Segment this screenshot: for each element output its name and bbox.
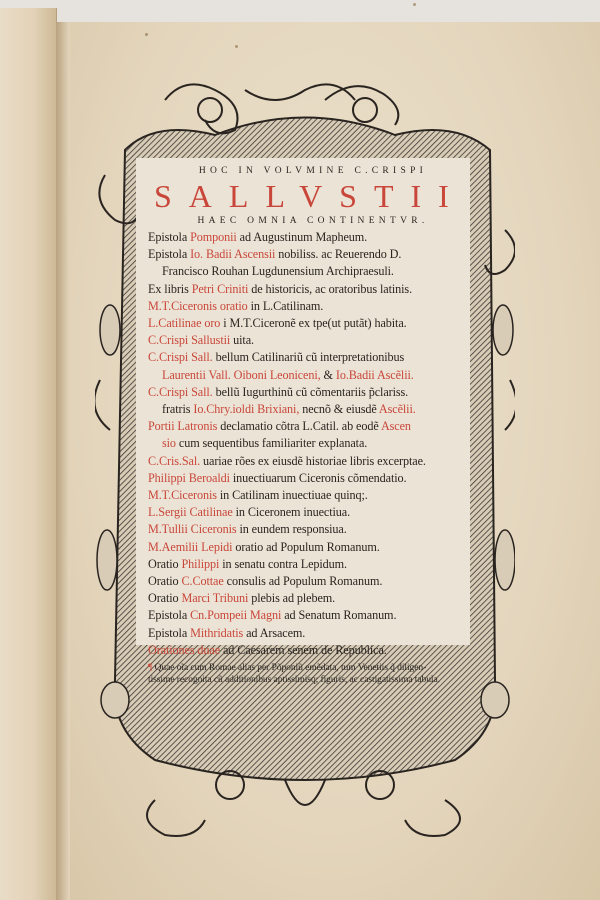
- rubric-text: M.T.Ciceronis oratio: [148, 298, 248, 313]
- paper-speck: [413, 3, 416, 6]
- header-line: HOC IN VOLVMINE C.CRISPI: [198, 166, 428, 176]
- contents-entry: [148, 229, 478, 246]
- body-text: ad Arsacem.: [243, 625, 306, 640]
- contents-entry: [148, 642, 478, 659]
- rubric-text: Laurentii Vall. Oiboni Leoniceni,: [162, 367, 321, 382]
- body-text: cum sequentibus familiariter explanata.: [175, 436, 368, 451]
- rubric-text: Pomponii: [190, 230, 237, 244]
- contents-entry: [148, 418, 478, 435]
- rubric-text: C.Cris.Sal.: [148, 453, 201, 468]
- rubric-text: C.Crispi Sallustii: [148, 333, 231, 348]
- rubric-text: C.Cottae: [181, 574, 224, 589]
- contents-entry: [148, 435, 478, 452]
- contents-entry: [148, 453, 478, 470]
- rubric-text: M.Tullii Ciceronis: [148, 522, 237, 537]
- contents-entry: [148, 384, 478, 401]
- rubric-text: C.Crispi Sall.: [148, 350, 213, 365]
- rubric-text: Portii Latronis: [148, 419, 218, 434]
- body-text: oratio ad Populum Romanum.: [232, 539, 380, 554]
- rubric-text: Marci Tribuni: [181, 591, 249, 606]
- body-text: Epistola: [148, 230, 191, 244]
- body-text: Oratio: [148, 574, 182, 589]
- body-text: in L.Catilinam.: [247, 298, 324, 313]
- rubric-text: Orationes duae: [148, 642, 221, 657]
- body-text: in Ciceronem inuectiua.: [232, 505, 351, 520]
- body-text: bellum Catilinariũ cũ interpretationibus: [212, 350, 405, 365]
- pilcrow-icon: ¶: [148, 662, 153, 674]
- rubric-text: Petri Criniti: [191, 281, 249, 296]
- body-text: consulis ad Populum Romanum.: [223, 574, 383, 589]
- contents-entry: [148, 281, 478, 298]
- contents-entry: [148, 246, 478, 263]
- body-text: Francisco Rouhan Lugdunensium Archipraesuli.: [162, 264, 394, 279]
- rubric-text: C.Crispi Sall.: [148, 384, 213, 399]
- body-text: inuectiuarum Ciceronis cõmendatio.: [229, 470, 407, 485]
- rubric-text: Io.Badii Ascẽlii.: [335, 367, 414, 382]
- body-text: nobiliss. ac Reuerendo D.: [275, 247, 402, 262]
- rubric-text: L.Sergii Catilinae: [148, 505, 233, 520]
- contents-entry: [148, 504, 478, 521]
- body-text: uariae rões ex eiusdẽ historiae libris excerptae.: [200, 453, 426, 468]
- contents-entry: [148, 332, 478, 349]
- contents-entry: [148, 521, 478, 538]
- contents-entry: [148, 298, 478, 315]
- contents-entry: [148, 349, 478, 366]
- contents-entry: [148, 367, 478, 384]
- rubric-text: Mithridatis: [190, 625, 244, 640]
- contents-entry: [148, 607, 478, 624]
- body-text: bellũ Iugurthinũ cũ cõmentariis p̃clariss.: [212, 384, 409, 399]
- body-text: Epistola: [148, 247, 191, 262]
- contents-entry: [148, 539, 478, 556]
- body-text: Epistola: [148, 608, 191, 623]
- body-text: in eundem responsiua.: [236, 522, 347, 537]
- contents-entry: [148, 625, 478, 642]
- body-text: uita.: [230, 333, 254, 348]
- rubric-text: Io. Badii Ascensii: [190, 247, 276, 262]
- book-gutter: [56, 22, 70, 900]
- contents-entry: [148, 470, 478, 487]
- body-text: Epistola: [148, 625, 191, 640]
- contents-list: [148, 163, 478, 686]
- paper-speck: [235, 45, 238, 48]
- rubric-text: M.T.Ciceronis: [148, 488, 217, 503]
- rubric-text: Philippi Beroaldi: [148, 470, 230, 485]
- body-text: i M.T.Ciceronẽ ex tpe(ut putãt) habita.: [220, 316, 407, 331]
- body-text: ad Augustinum Mapheum.: [236, 230, 368, 244]
- left-facing-page: [0, 8, 57, 900]
- colophon-line-1: Quae oĩa cum Romae alias per Põponiũ emẽdata, tum Venetiis q̃ diligen-: [154, 662, 427, 674]
- rubric-text: Philippi: [181, 556, 220, 571]
- body-text: de historicis, ac oratoribus latinis.: [248, 281, 413, 296]
- rubric-text: L.Catilinae oro: [148, 316, 221, 331]
- paper-speck: [145, 33, 148, 36]
- body-text: in Catilinam inuectiuae quinq;.: [216, 488, 368, 503]
- body-text: Ex libris: [148, 281, 192, 296]
- book-title: SALLVSTII: [154, 178, 466, 214]
- contents-entry: [148, 556, 478, 573]
- rubric-text: sio: [162, 436, 176, 451]
- body-text: Oratio: [148, 591, 182, 606]
- body-text: necnõ & eiusdẽ: [299, 402, 379, 417]
- contents-entry: [148, 263, 478, 280]
- rubric-text: Io.Chry.ioldi Brixiani,: [193, 402, 300, 417]
- contents-entry: [148, 487, 478, 504]
- body-text: Oratio: [148, 556, 182, 571]
- body-text: ad Senatum Romanum.: [281, 608, 397, 623]
- body-text: declamatio cõtra L.Catil. ab eodẽ: [217, 419, 381, 434]
- contents-entry: [148, 573, 478, 590]
- rubric-text: Cn.Pompeii Magni: [190, 608, 282, 623]
- rubric-text: Ascen: [380, 419, 411, 434]
- contents-entry: [148, 401, 478, 418]
- subheader-line: HAEC OMNIA CONTINENTVR.: [197, 216, 429, 226]
- body-text: &: [320, 367, 336, 382]
- body-text: ad Caesarem senem de Republica.: [220, 642, 387, 657]
- contents-entry: [148, 590, 478, 607]
- colophon-line-2: tissime recognita cũ additionibus aptissimisq; figuris, ac castigatissima tabula.: [148, 674, 440, 686]
- rubric-text: Ascẽlii.: [378, 402, 416, 417]
- contents-entry: [148, 315, 478, 332]
- rubric-text: M.Aemilii Lepidi: [148, 539, 233, 554]
- body-text: fratris: [162, 402, 194, 417]
- colophon: [148, 662, 478, 686]
- body-text: plebis ad plebem.: [248, 591, 336, 606]
- body-text: in senatu contra Lepidum.: [219, 556, 347, 571]
